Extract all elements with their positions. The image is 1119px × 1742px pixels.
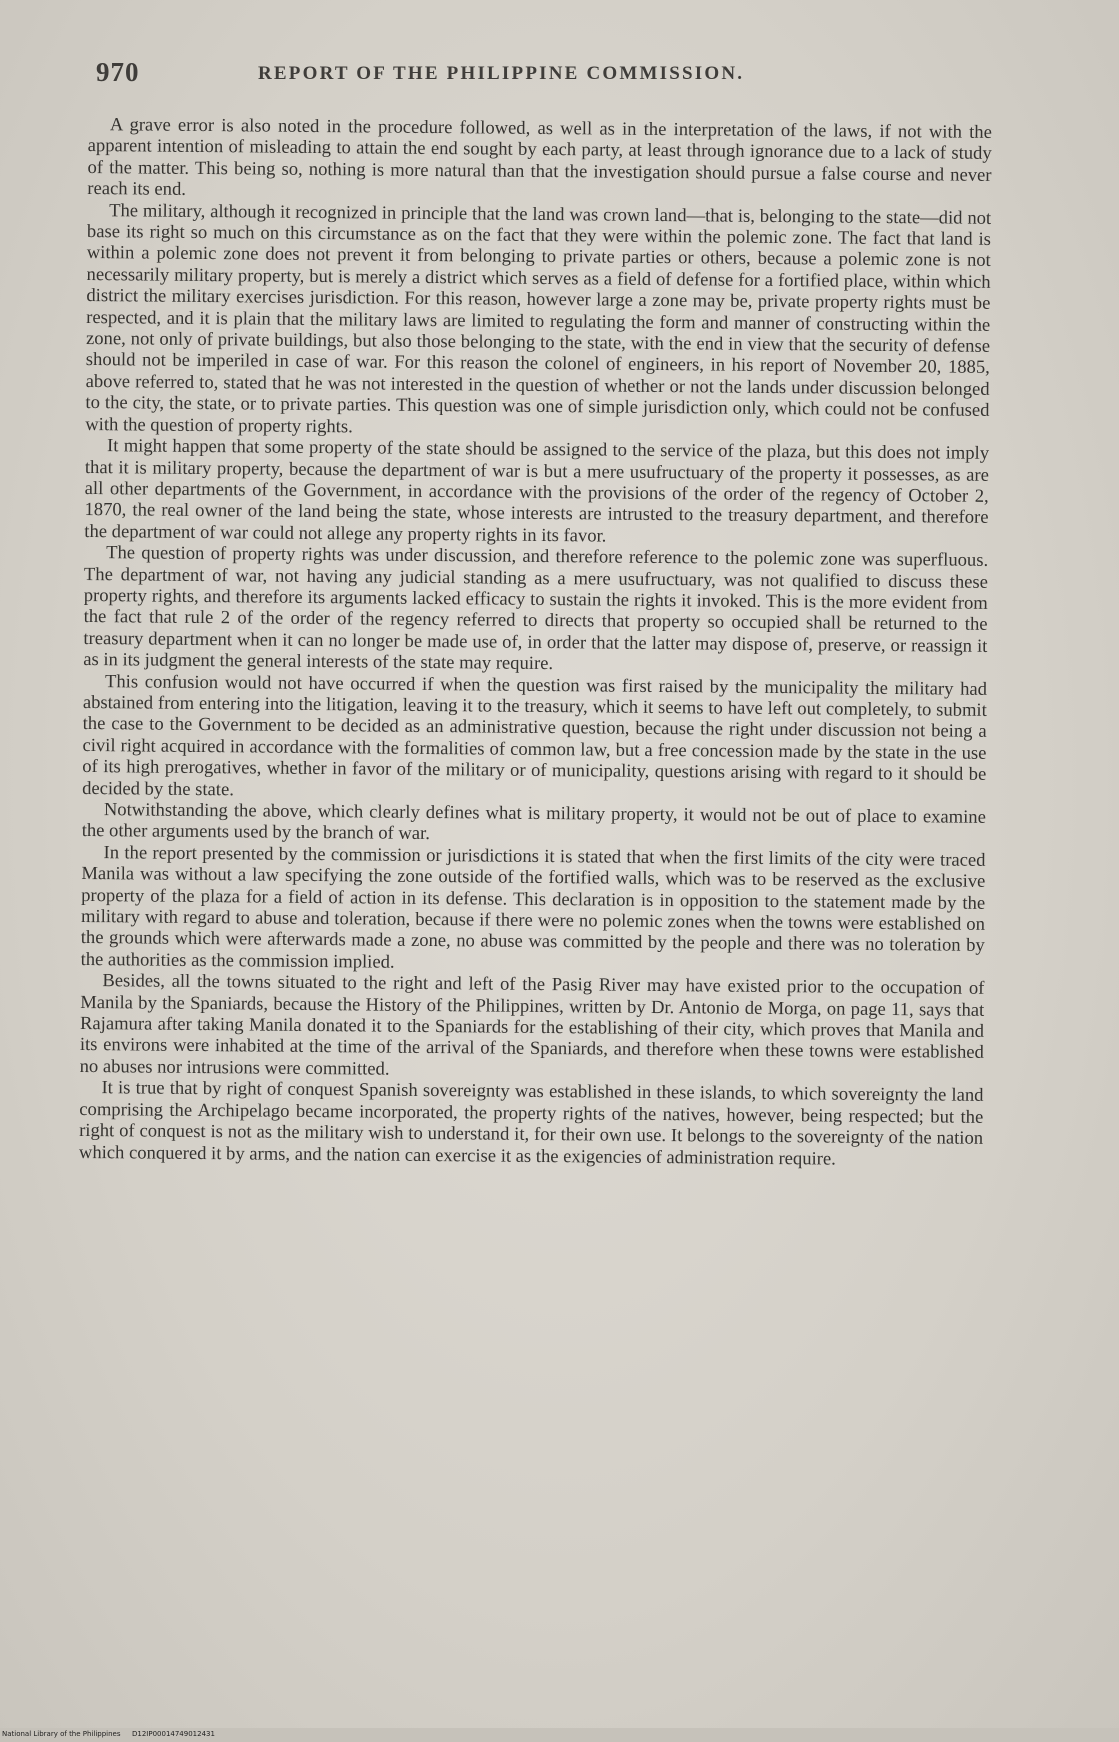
paragraph: It is true that by right of conquest Spanish sovereignty was established in these islands, to which sovereignty the land comprising the Archipelago became incorporated, the property rights of the natives, however, being respected; but the right of conquest is not as the military wish to understand it, for their own use. It belongs to the sovereignty of the nation which conquered it by arms, and the nation can exercise it as the exigencies of administration require.	[78, 1077, 984, 1170]
running-title: REPORT OF THE PHILIPPINE COMMISSION.	[258, 63, 745, 84]
paragraph: This confusion would not have occurred if when the question was first raised by the municipality the military had abstained from entering into the litigation, leaving it to the treasury, which it seems to have left out completely, to submit the case to the Government to be decided as an administrative question, because the right under discussion not being a civil right acquired in accordance with the formalities of common law, but a free concession made by the state in the use of its high prerogatives, whether in favor of the military or of municipality, questions arising with regard to it should be decided by the state.	[82, 670, 988, 800]
scan-footer	[0, 1728, 1119, 1742]
paragraph: Notwithstanding the above, which clearly defines what is military property, it would not be out of place to examine the other arguments used by the branch of war.	[81, 799, 986, 845]
paragraph: It might happen that some property of the state should be assigned to the service of the plaza, but this does not imply that it is military property, because the department of war is but a mere usufructuary of the property it possesses, as are all other departments of the Government, in accordance with the provisions of the order of the regency of October 2, 1870, the real owner of the land being the state, whose interests are intrusted to the treasury department, and therefore the department of war could not allege any property rights in its favor.	[84, 435, 990, 547]
body-text	[79, 114, 992, 1171]
paragraph: Besides, all the towns situated to the right and left of the Pasig River may have existed prior to the occupation of Manila by the Spaniards, because the History of the Philippines, written by Dr. Antonio de Morga, on page 11, says that Rajamura after taking Manila donated it to the Spaniards for the establishing of their city, which proves that Manila and its environs were inhabited at the time of the arrival of the Spaniards, and therefore when these towns were established no abuses nor intrusions were committed.	[79, 970, 985, 1080]
paragraph: In the report presented by the commission or jurisdictions it is stated that when the first limits of the city were traced Manila was without a law specifying the zone outside of the fortified walls, which was to be reserved as the exclusive property of the plaza for a field of action in its defense. This declaration is in opposition to the statement made by the military with regard to abuse and toleration, because if there were no polemic zones when the towns were established on the grounds which were afterwards made a zone, no abuse was committed by the people and there was no toleration by the authorities as the commission implied.	[80, 841, 986, 973]
page-header	[96, 57, 996, 97]
footer-identifier: D12IP00014749012431	[132, 1730, 215, 1738]
page-number: 970	[96, 57, 140, 87]
paragraph: A grave error is also noted in the procedure followed, as well as in the interpretation of the laws, if not with the apparent intention of misleading to attain the end sought by each party, at least through ignorance due to a lack of study of the matter. This being so, nothing is more natural than that the investigation should pursue a false course and never reach its end.	[87, 114, 992, 201]
paragraph: The question of property rights was under discussion, and therefore reference to the polemic zone was superfluous. The department of war, not having any judicial standing as a mere usufructuary, was not qualified to discuss these property rights, and therefore its arguments lacked efficacy to sustain the rights it invoked. This is the more evident from the fact that rule 2 of the order of the regency referred to directs that property so occupied shall be returned to the treasury department when it can no longer be made use of, in order that the latter may dispose of, preserve, or reassign it as in its judgment the general interests of the state may require.	[83, 542, 989, 675]
footer-library: National Library of the Philippines	[2, 1730, 121, 1738]
paragraph: The military, although it recognized in principle that the land was crown land—that is, belonging to the state—did not base its right so much on this circumstance as on the fact that they were within the polemic zone. The fact that land is within a polemic zone does not prevent it from belonging to private parties or others, because a polemic zone is not necessarily military property, but is merely a district which serves as a field of defense for a fortified place, within which district the military exercises jurisdiction. For this reason, however large a zone may be, private property rights must be respected, and it is plain that the military laws are limited to regulating the form and manner of constructing within the zone, not only of private buildings, but also those belonging to the state, with the end in view that the security of defense should not be imperiled in case of war. For this reason the colonel of engineers, in his report of November 20, 1885, above referred to, stated that he was not interested in the question of whether or not the lands under discussion belonged to the city, the state, or to private parties. This question was one of simple jurisdiction only, which could not be confused with the question of property rights.	[85, 199, 992, 438]
